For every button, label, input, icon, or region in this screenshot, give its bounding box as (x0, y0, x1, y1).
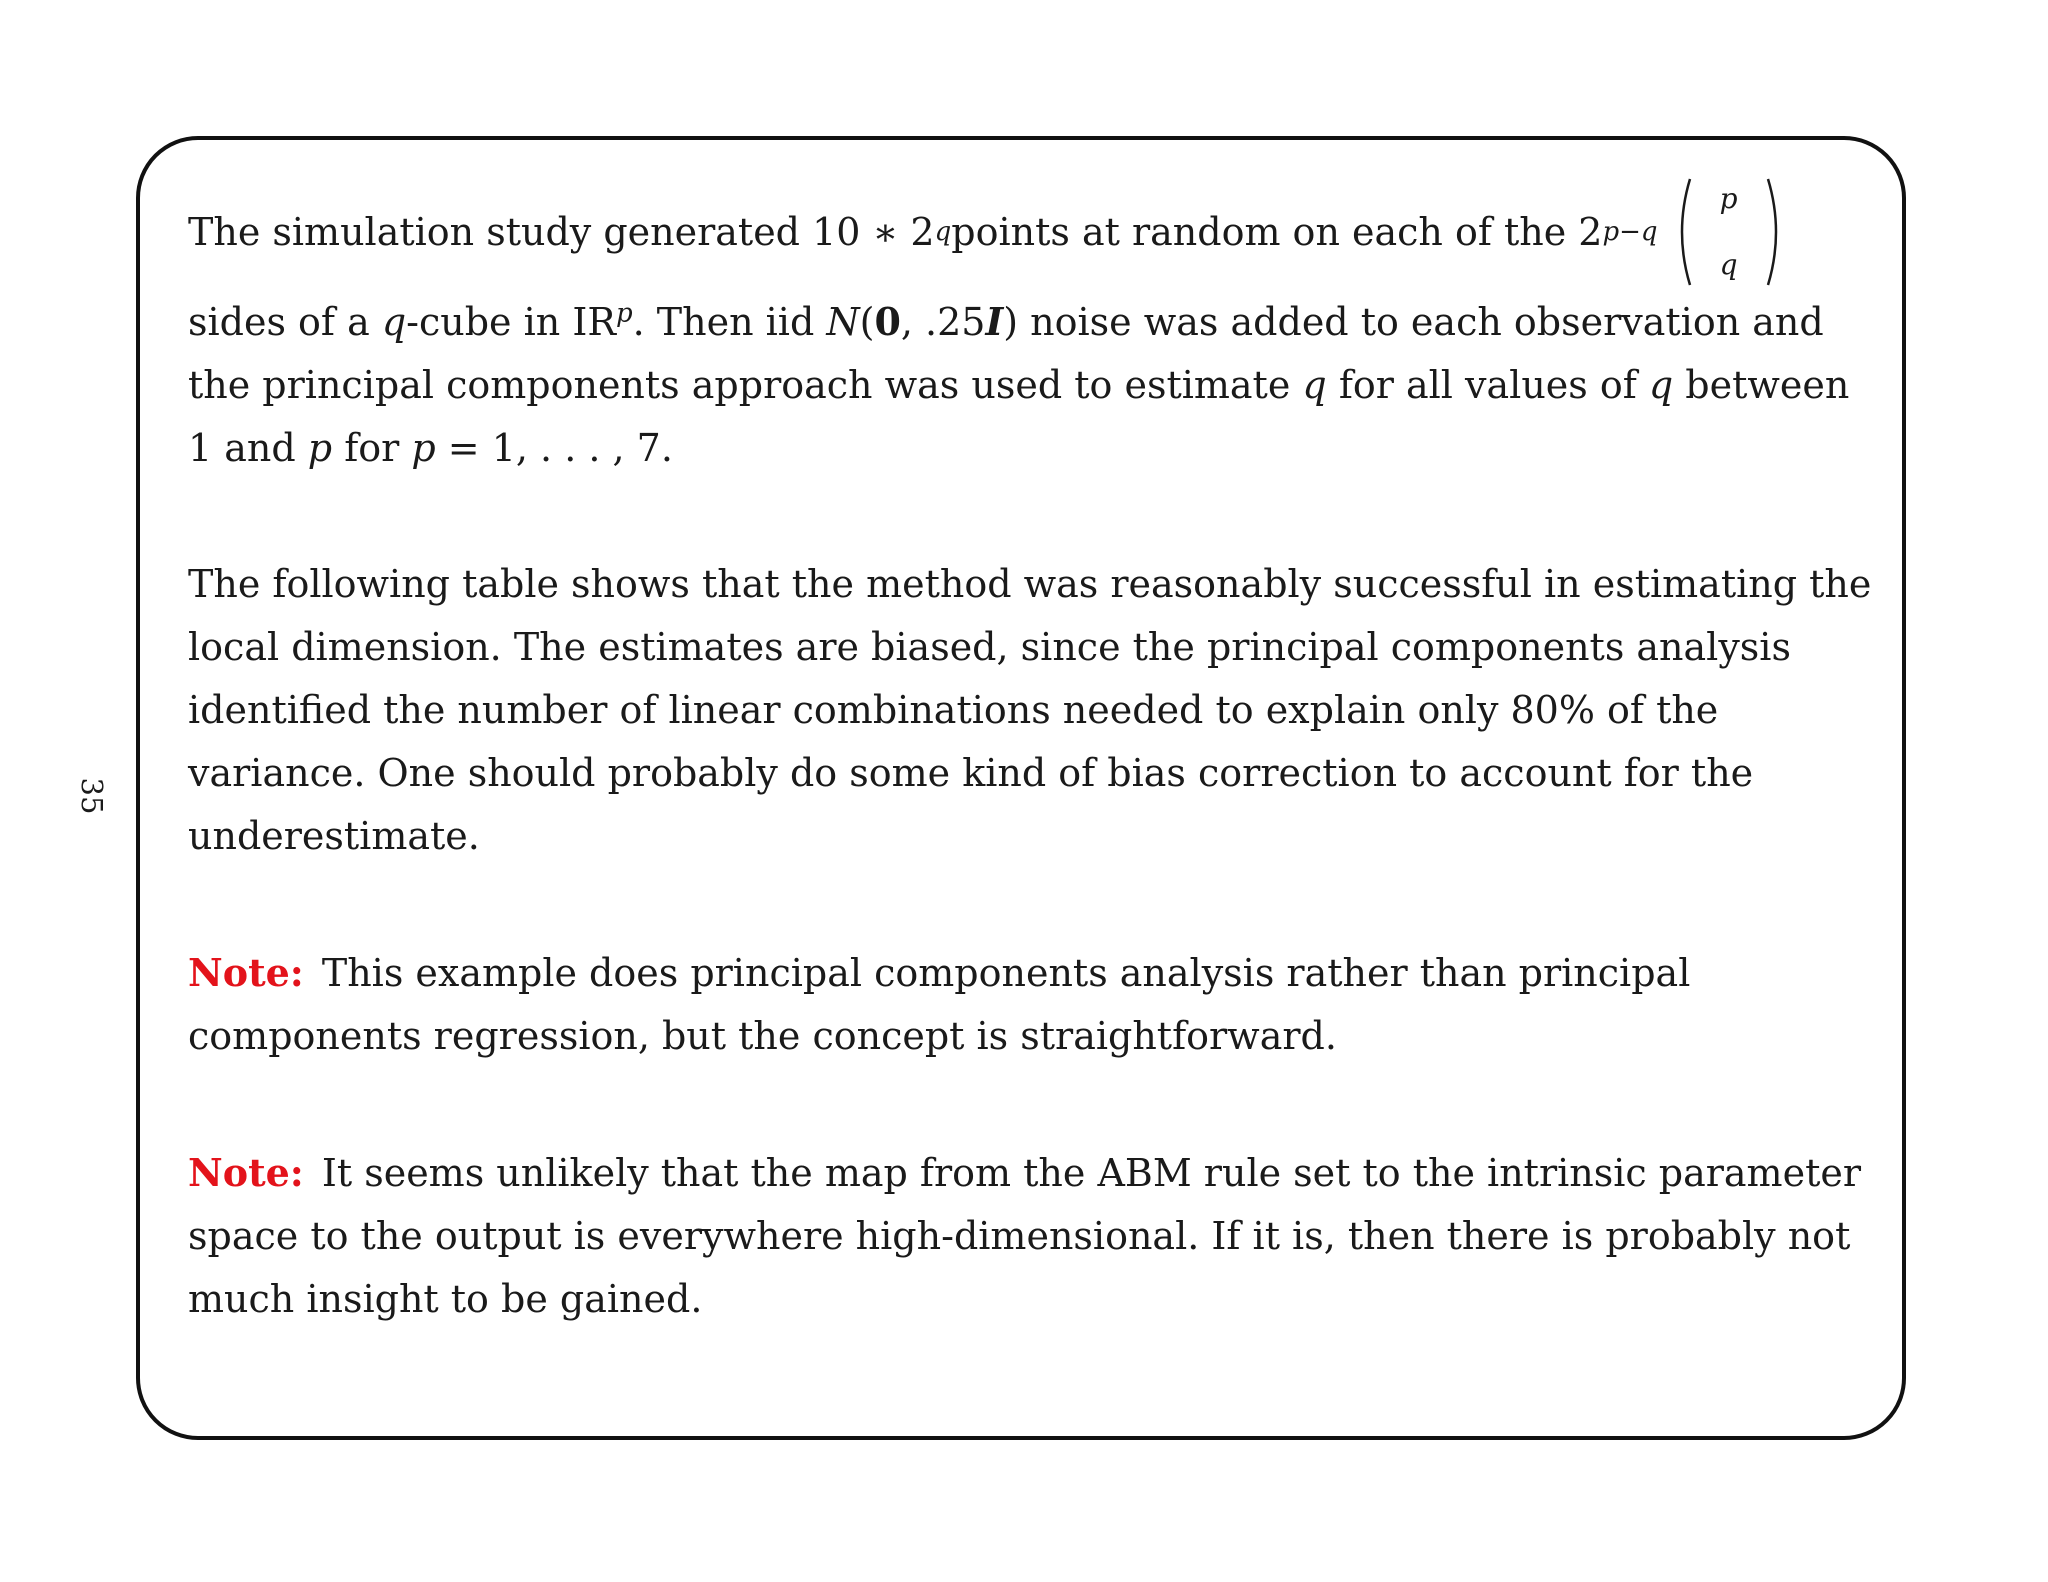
text-segment: for (332, 426, 412, 470)
math-N: N (826, 300, 860, 344)
note-text: It seems unlikely that the map from the ABM rule set to the intrinsic parameter space to the output is everywhere high-dimensional. If it is, then there is probably not much insight to be gained. (188, 1151, 1861, 1321)
slide-content (188, 182, 1878, 1331)
note-text: This example does principal components analysis rather than principal components regression, but the concept is straightforward. (188, 951, 1691, 1058)
text-segment: . Then iid (632, 300, 827, 344)
superscript-p: p (615, 298, 633, 329)
text-segment: between 1 and (188, 363, 1850, 470)
paragraph-simulation-line1: The simulation study generated 10 ∗ 2 q points at random on each of the 2 p−q p q (188, 172, 1878, 292)
note-label: Note: (188, 1150, 304, 1195)
math-close-paren: ) (1003, 300, 1019, 344)
text-segment: noise was added to each observation and the principal components approach was used to estimate (188, 300, 1824, 407)
binomial-stack (1694, 182, 1764, 282)
text-segment: sides of a (188, 300, 382, 344)
math-p: p (411, 426, 436, 470)
binomial-top: p (1719, 182, 1738, 215)
right-paren-icon (1764, 175, 1786, 289)
text-segment: = 1, . . . , 7. (435, 426, 673, 470)
math-comma: , .25 (900, 300, 986, 344)
math-q: q (1648, 363, 1674, 407)
left-paren-icon (1672, 175, 1694, 289)
math-open-paren: ( (859, 300, 875, 344)
note-abm (188, 1141, 1878, 1331)
text-segment: The simulation study generated 10 ∗ 2 (188, 209, 935, 254)
math-identity-matrix: I (985, 299, 1004, 344)
binomial-bottom: q (1719, 248, 1738, 281)
math-p: p (307, 426, 333, 470)
note-pca (188, 941, 1878, 1068)
paragraph-simulation-rest (188, 290, 1878, 480)
page-number: 35 (75, 777, 109, 815)
math-zero-vector: 0 (874, 299, 901, 344)
math-q: q (381, 300, 407, 344)
math-q: q (1302, 363, 1327, 407)
text-segment: for all values of (1326, 363, 1649, 407)
paragraph-table-summary: The following table shows that the method was reasonably successful in estimating the local dimension. The estimates are biased, since the principal components analysis identified the number of linear combinations needed to explain only 80% of the variance. One should probably do some kind of bias correction to account for the underestimate. (188, 562, 1872, 858)
binomial-coefficient (1672, 172, 1786, 292)
paragraph-simulation (188, 172, 1878, 480)
text-segment: points at random on each of the 2 (951, 209, 1603, 254)
note-label: Note: (188, 950, 304, 995)
text-segment: -cube in IR (406, 300, 616, 344)
